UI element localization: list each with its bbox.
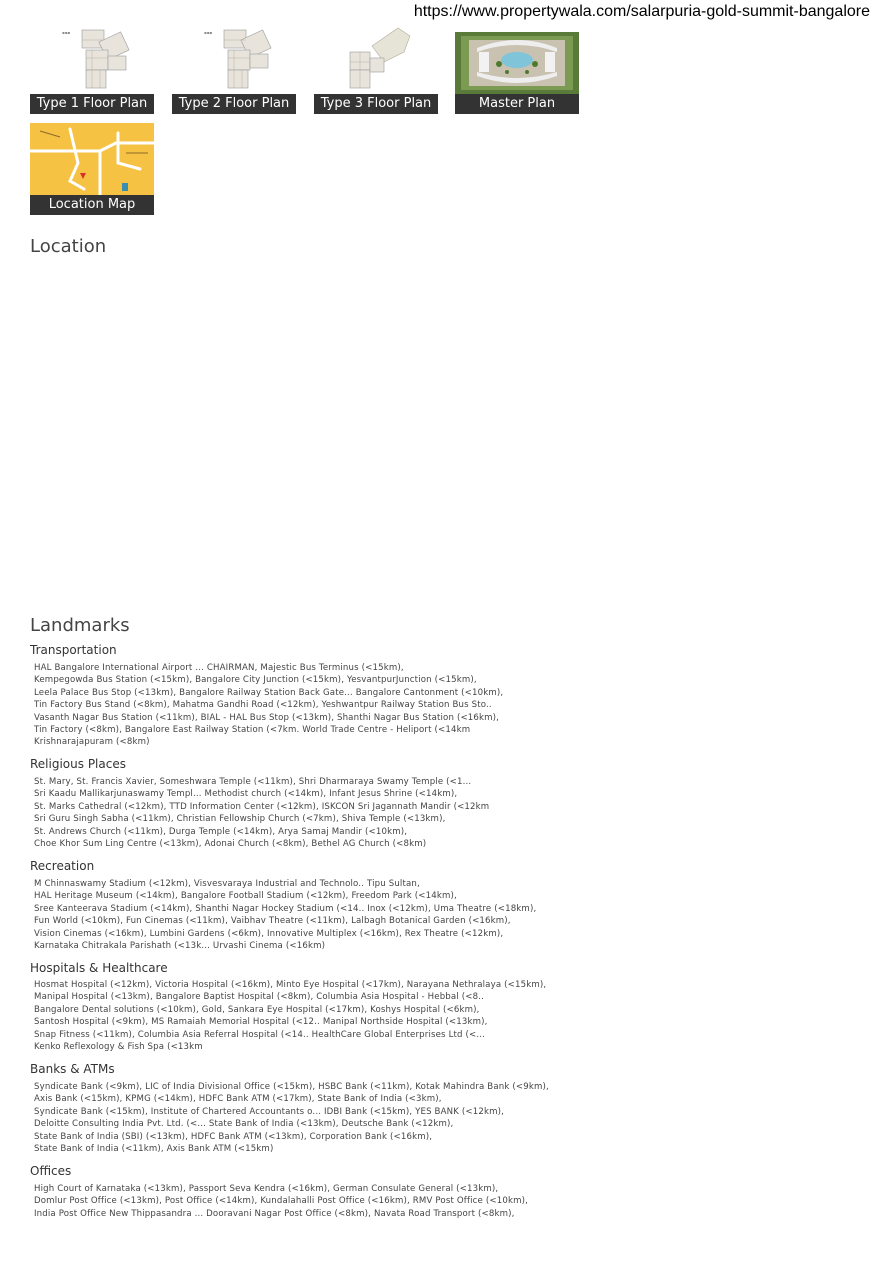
list-item: HAL Heritage Museum (<14km), Bangalore Football Stadium (<12km), Freedom Park (<14km), xyxy=(34,891,457,902)
category-transportation: Transportation xyxy=(30,643,117,657)
floor-plan-thumbnail xyxy=(30,22,154,94)
list-item: Deloitte Consulting India Pvt. Ltd. (<... State Bank of India (<13km), Deutsche Bank (<12km), xyxy=(34,1119,454,1130)
religious-places-list xyxy=(34,776,594,850)
gallery-item-type2-floor-plan[interactable] xyxy=(172,22,296,114)
source-url[interactable]: https://www.propertywala.com/salarpuria-gold-summit-bangalore xyxy=(413,3,870,20)
list-item: Santosh Hospital (<9km), MS Ramaiah Memorial Hospital (<12.. Manipal Northside Hospital (<13km), xyxy=(34,1017,488,1028)
list-item: St. Mary, St. Francis Xavier, Someshwara Temple (<11km), Shri Dharmaraya Swamy Temple (<1... xyxy=(34,777,472,787)
gallery-caption: Type 2 Floor Plan xyxy=(172,94,296,114)
list-item: Vasanth Nagar Bus Station (<11km), BIAL - HAL Bus Stop (<13km), Shanthi Nagar Bus Station (<16km), xyxy=(34,712,500,723)
location-heading: Location xyxy=(30,236,107,257)
list-item: Leela Palace Bus Stop (<13km), Bangalore Railway Station Back Gate... Bangalore Cantonment (<10km), xyxy=(34,687,504,698)
recreation-list xyxy=(34,878,594,952)
list-item: Vision Cinemas (<16km), Lumbini Gardens (<6km), Innovative Multiplex (<16km), Rex Theatre (<12km), xyxy=(34,928,504,939)
list-item: Tin Factory Bus Stand (<8km), Mahatma Gandhi Road (<12km), Yeshwantpur Railway Station Bus Sto.. xyxy=(34,700,492,711)
gallery-item-type1-floor-plan[interactable] xyxy=(30,22,154,114)
list-item: Hosmat Hospital (<12km), Victoria Hospital (<16km), Minto Eye Hospital (<17km), Narayana Nethralaya (<15km), xyxy=(34,980,547,990)
list-item: Snap Fitness (<11km), Columbia Asia Referral Hospital (<14.. HealthCare Global Enterprises Ltd (<... xyxy=(34,1029,486,1040)
location-map-area xyxy=(30,265,590,605)
list-item: High Court of Karnataka (<13km), Passport Seva Kendra (<16km), German Consulate General (<13km), xyxy=(34,1184,499,1194)
list-item: Syndicate Bank (<15km), Institute of Chartered Accountants o... IDBI Bank (<15km), YES BANK (<12km), xyxy=(34,1106,504,1117)
list-item: Sri Guru Singh Sabha (<11km), Christian Fellowship Church (<7km), Shiva Temple (<13km), xyxy=(34,814,446,825)
category-banks-atms: Banks & ATMs xyxy=(30,1062,115,1076)
list-item: State Bank of India (SBI) (<13km), HDFC Bank ATM (<13km), Corporation Bank (<16km), xyxy=(34,1131,433,1142)
offices-list xyxy=(34,1183,594,1220)
gallery-item-master-plan[interactable] xyxy=(455,22,579,114)
list-item: Kenko Reflexology & Fish Spa (<13km xyxy=(34,1042,203,1053)
list-item: St. Marks Cathedral (<12km), TTD Information Center (<12km), ISKCON Sri Jagannath Mandir (<12km xyxy=(34,801,490,812)
list-item: Syndicate Bank (<9km), LIC of India Divisional Office (<15km), HSBC Bank (<11km), Kotak Mahindra Bank (<9km), xyxy=(34,1082,549,1092)
list-item: Axis Bank (<15km), KPMG (<14km), HDFC Bank ATM (<17km), State Bank of India (<3km), xyxy=(34,1094,442,1105)
category-recreation: Recreation xyxy=(30,859,95,873)
gallery-caption: Location Map xyxy=(30,195,154,215)
list-item: State Bank of India (<11km), Axis Bank ATM (<15km) xyxy=(34,1144,274,1155)
transportation-list xyxy=(34,662,594,749)
list-item: Karnataka Chitrakala Parishath (<13k... Urvashi Cinema (<16km) xyxy=(34,941,326,952)
landmarks-heading: Landmarks xyxy=(30,615,130,636)
list-item: Choe Khor Sum Ling Centre (<13km), Adonai Church (<8km), Bethel AG Church (<8km) xyxy=(34,839,427,850)
list-item: Kempegowda Bus Station (<15km), Bangalore City Junction (<15km), YesvantpurJunction (<15km), xyxy=(34,675,477,686)
location-map-thumbnail xyxy=(30,123,154,195)
list-item: Fun World (<10km), Fun Cinemas (<11km), Vaibhav Theatre (<11km), Lalbagh Botanical Garden (<16km), xyxy=(34,916,511,927)
category-offices: Offices xyxy=(30,1164,72,1178)
list-item: HAL Bangalore International Airport ... CHAIRMAN, Majestic Bus Terminus (<15km), xyxy=(34,663,404,673)
svg-text:▪▪▪: ▪▪▪ xyxy=(204,30,213,35)
banks-list xyxy=(34,1081,594,1155)
floor-plan-thumbnail xyxy=(314,22,438,94)
gallery-caption: Master Plan xyxy=(455,94,579,114)
list-item: Manipal Hospital (<13km), Bangalore Baptist Hospital (<8km), Columbia Asia Hospital - Hebbal (<8.. xyxy=(34,992,484,1003)
list-item: Krishnarajapuram (<8km) xyxy=(34,737,150,748)
list-item: Bangalore Dental solutions (<10km), Gold, Sankara Eye Hospital (<17km), Koshys Hospital (<6km), xyxy=(34,1004,480,1015)
hospitals-list xyxy=(34,979,594,1053)
list-item: Sri Kaadu Mallikarjunaswamy Templ... Methodist church (<14km), Infant Jesus Shrine (<14km), xyxy=(34,789,458,800)
list-item: M Chinnaswamy Stadium (<12km), Visvesvaraya Industrial and Technolo.. Tipu Sultan, xyxy=(34,879,420,889)
list-item: St. Andrews Church (<11km), Durga Temple (<14km), Arya Samaj Mandir (<10km), xyxy=(34,826,408,837)
category-religious-places: Religious Places xyxy=(30,757,126,771)
list-item: Sree Kanteerava Stadium (<14km), Shanthi Nagar Hockey Stadium (<14.. Inox (<12km), Uma Theatre (<18km), xyxy=(34,903,537,914)
category-hospitals-healthcare: Hospitals & Healthcare xyxy=(30,961,168,975)
gallery-caption: Type 1 Floor Plan xyxy=(30,94,154,114)
list-item: Tin Factory (<8km), Bangalore East Railway Station (<7km. World Trade Centre - Heliport (<14km xyxy=(34,725,471,736)
gallery-item-type3-floor-plan[interactable] xyxy=(314,22,438,114)
master-plan-thumbnail xyxy=(455,22,579,94)
list-item: India Post Office New Thippasandra ... Dooravani Nagar Post Office (<8km), Navata Road Transport (<8km), xyxy=(34,1208,515,1219)
gallery-item-location-map[interactable] xyxy=(30,123,154,215)
gallery-caption: Type 3 Floor Plan xyxy=(314,94,438,114)
list-item: Domlur Post Office (<13km), Post Office (<14km), Kundalahalli Post Office (<16km), RMV Post Office (<10km), xyxy=(34,1196,528,1207)
svg-text:▪▪▪: ▪▪▪ xyxy=(62,30,71,35)
floor-plan-thumbnail xyxy=(172,22,296,94)
